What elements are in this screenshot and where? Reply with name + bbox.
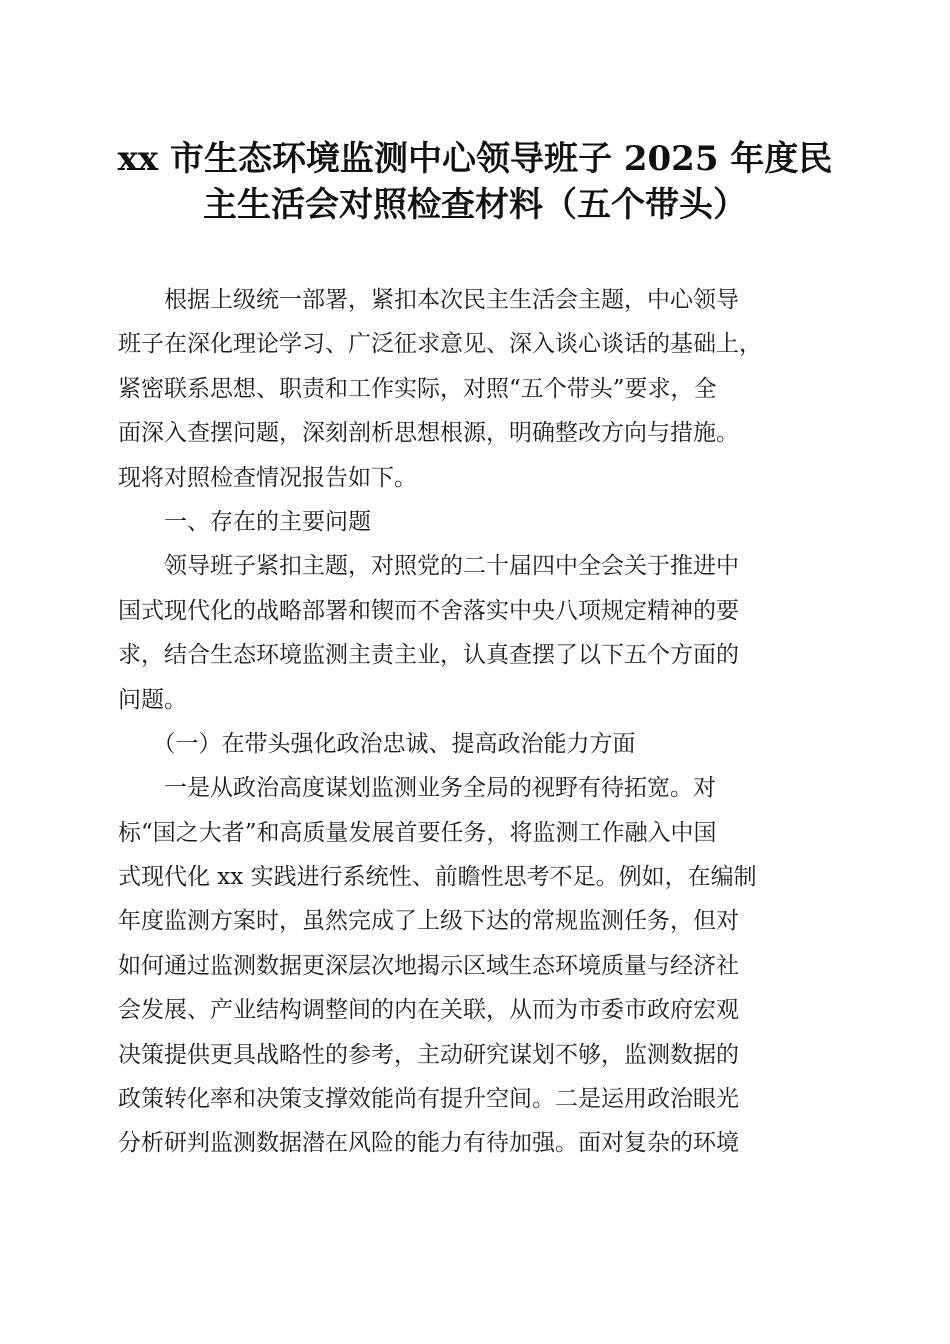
body-line: 根据上级统一部署，紧扣本次民主生活会主题，中心领导 bbox=[118, 287, 739, 313]
body-line: 一是从政治高度谋划监测业务全局的视野有待拓宽。对 bbox=[118, 775, 716, 802]
body-line: 现将对照检查情况报告如下。 bbox=[118, 464, 417, 491]
body-line: 班子在深化理论学习、广泛征求意见、深入谈心谈话的基础上， bbox=[118, 331, 762, 358]
body-line: 政策转化率和决策支撑效能尚有提升空间。二是运用政治眼光 bbox=[118, 1086, 739, 1113]
body-line: 国式现代化的战略部署和锲而不舍落实中央八项规定精神的要 bbox=[118, 597, 739, 624]
body-line: 决策提供更具战略性的参考，主动研究谋划不够，监测数据的 bbox=[118, 1041, 739, 1068]
title-line-2: 主生活会对照检查材料（五个带头） bbox=[203, 185, 747, 225]
body-line: 分析研判监测数据潜在风险的能力有待加强。面对复杂的环境 bbox=[118, 1130, 739, 1157]
section-heading: 一、存在的主要问题 bbox=[118, 508, 371, 535]
document-title bbox=[110, 136, 840, 228]
body-line: 问题。 bbox=[118, 686, 187, 713]
body-line: 标“国之大者”和高质量发展首要任务，将监测工作融入中国 bbox=[118, 819, 717, 846]
body-line: 求，结合生态环境监测主责主业，认真查摆了以下五个方面的 bbox=[118, 642, 739, 669]
body-line: 年度监测方案时，虽然完成了上级下达的常规监测任务，但对 bbox=[118, 908, 739, 935]
subsection-heading: （一）在带头强化政治忠诚、提高政治能力方面 bbox=[118, 730, 636, 757]
document-body bbox=[118, 278, 830, 1166]
body-line: 会发展、产业结构调整间的内在关联，从而为市委市政府宏观 bbox=[118, 997, 739, 1024]
body-line: 如何通过监测数据更深层次地揭示区域生态环境质量与经济社 bbox=[118, 952, 739, 979]
body-line: 面深入查摆问题，深刻剖析思想根源，明确整改方向与措施。 bbox=[118, 420, 739, 447]
body-line: 式现代化 xx 实践进行系统性、前瞻性思考不足。例如，在编制 bbox=[118, 864, 757, 891]
title-line-1: xx 市生态环境监测中心领导班子 2025 年度民 bbox=[117, 139, 833, 179]
body-line: 领导班子紧扣主题，对照党的二十届四中全会关于推进中 bbox=[118, 553, 739, 580]
body-line: 紧密联系思想、职责和工作实际，对照“五个带头”要求，全 bbox=[118, 375, 717, 402]
